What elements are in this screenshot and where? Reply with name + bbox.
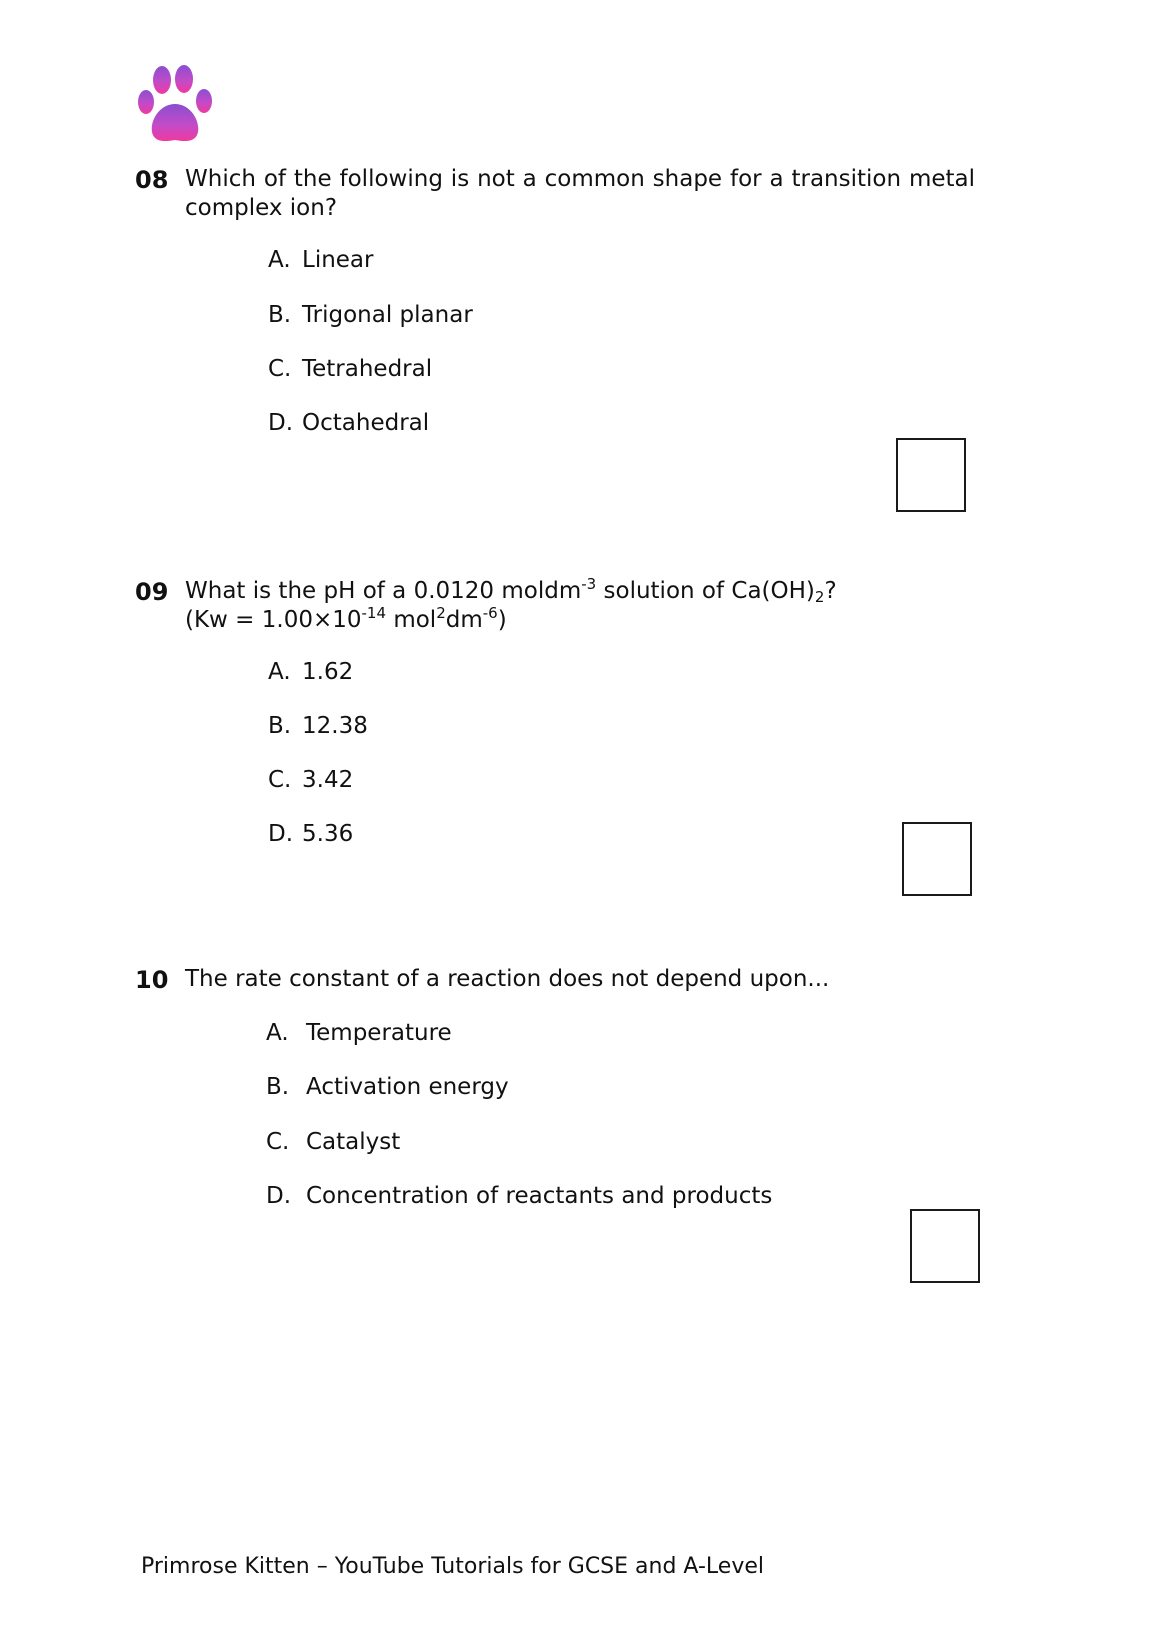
option-c[interactable] [268,355,432,384]
option-c[interactable] [266,1128,400,1157]
option-text: Concentration of reactants and products [306,1183,773,1209]
option-letter: D. [268,821,294,847]
option-letter: A. [268,247,291,273]
paw-print-icon [138,64,212,148]
option-d[interactable] [266,1182,772,1211]
option-text: Temperature [306,1020,452,1046]
question-line-1: What is the pH of a 0.0120 moldm$^{-3}$ solution of $Ca(OH)_2$? [185,575,837,606]
option-text: 3.42 [302,767,354,793]
option-b[interactable] [268,301,473,330]
option-text: Trigonal planar [302,302,473,328]
question-text: Which of the following is not a common shape for a transition metal complex ion? [185,166,975,221]
option-a[interactable] [268,658,353,687]
option-letter: A. [266,1020,289,1046]
option-text: 5.36 [302,821,354,847]
option-letter: D. [268,410,294,436]
option-text: Tetrahedral [302,356,433,382]
option-letter: C. [266,1129,290,1155]
option-text: Linear [302,247,374,273]
question-number: 09 [135,578,169,606]
option-a[interactable] [268,246,373,275]
option-text: Activation energy [306,1074,509,1100]
option-letter: A. [268,659,291,685]
option-a[interactable] [266,1019,452,1048]
option-d[interactable] [268,820,353,849]
option-text: Octahedral [302,410,430,436]
option-letter: D. [266,1183,292,1209]
footer-text: Primrose Kitten – YouTube Tutorials for GCSE and A-Level [141,1554,764,1579]
option-b[interactable] [266,1073,509,1102]
option-text: 1.62 [302,659,354,685]
option-text: 12.38 [302,713,368,739]
option-text: Catalyst [306,1129,401,1155]
option-d[interactable] [268,409,429,438]
option-letter: C. [268,356,292,382]
option-letter: C. [268,767,292,793]
answer-box[interactable] [902,822,972,896]
question-text [185,577,985,635]
question-text: The rate constant of a reaction does not depend upon... [185,966,830,992]
option-letter: B. [268,713,292,739]
question-line-2: ($Kw = 1.00\times 10^{-14}$ $mol^2dm^{-6}$) [185,604,507,633]
option-b[interactable] [268,712,368,741]
question-number: 08 [135,166,169,194]
question-number: 10 [135,966,169,994]
option-letter: B. [266,1074,290,1100]
option-letter: B. [268,302,292,328]
answer-box[interactable] [896,438,966,512]
answer-box[interactable] [910,1209,980,1283]
option-c[interactable] [268,766,353,795]
